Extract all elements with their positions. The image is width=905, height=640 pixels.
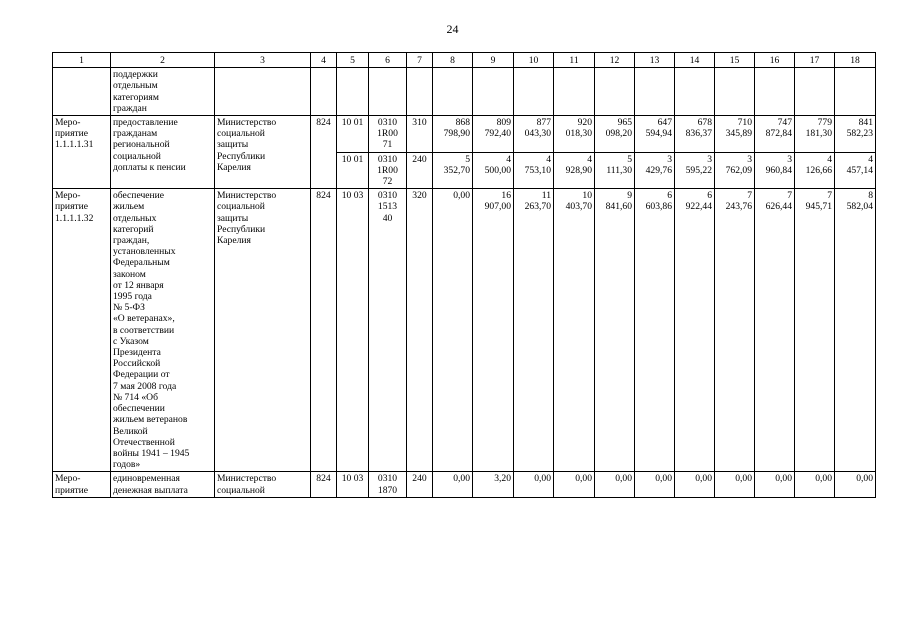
measure-id-line: Меро-: [55, 190, 81, 202]
amount-cell: [755, 472, 795, 497]
amount-cell: [433, 472, 473, 497]
grbs-code: 824: [311, 472, 337, 497]
grbs-code: 824: [311, 116, 337, 189]
responsible-ministry-line: Карелия: [217, 161, 251, 173]
amount-cell-line: 922,44: [685, 201, 712, 213]
amount-cell: [715, 116, 755, 153]
column-header: 10: [514, 53, 554, 68]
amount-cell: [514, 472, 554, 497]
measure-name: [111, 472, 215, 497]
amount-cell: [554, 116, 595, 153]
measure-name-line: 7 мая 2008 года: [113, 380, 177, 392]
measure-id-line: приятие: [55, 484, 89, 496]
amount-cell-line: 11: [541, 190, 551, 202]
measure-name-line: денежная выплата: [113, 484, 188, 496]
amount-cell: [835, 472, 876, 497]
responsible-ministry: [215, 472, 311, 497]
amount-cell-line: 4: [868, 153, 873, 165]
column-header: 17: [795, 53, 835, 68]
amount-cell: [675, 116, 715, 153]
responsible-ministry-line: Министерство: [217, 473, 277, 485]
amount-cell: [755, 152, 795, 189]
amount-cell: [715, 189, 755, 472]
amount-cell-line: 0,00: [856, 473, 873, 485]
responsible-ministry-line: Министерство: [217, 117, 277, 129]
amount-cell: [554, 472, 595, 497]
amount-cell-line: 792,40: [484, 128, 511, 140]
empty-cell: [215, 68, 311, 116]
amount-cell-line: 0,00: [655, 473, 672, 485]
amount-cell-line: 841,60: [605, 201, 632, 213]
measure-name-line: региональной: [113, 139, 170, 151]
amount-cell: [473, 116, 514, 153]
amount-cell-line: 710: [737, 117, 752, 129]
measure-name-line: Отечественной: [113, 436, 175, 448]
measure-id-line: приятие: [55, 128, 89, 140]
empty-cell: [433, 68, 473, 116]
column-header: 15: [715, 53, 755, 68]
amount-cell-line: 263,70: [524, 201, 551, 213]
amount-cell: [835, 116, 876, 153]
measure-id-line: 1.1.1.1.32: [55, 212, 94, 224]
expense-type-code: 240: [407, 152, 433, 189]
measure-name-line: в соответствии: [113, 324, 175, 336]
amount-cell-line: 7: [787, 190, 792, 202]
amount-cell: [514, 116, 554, 153]
amount-cell: [795, 116, 835, 153]
measure-name-line: жильем: [113, 201, 145, 213]
amount-cell-line: 836,37: [685, 128, 712, 140]
column-header: 9: [473, 53, 514, 68]
target-article-code-line: 0310: [377, 190, 398, 202]
amount-cell-line: 603,86: [645, 201, 672, 213]
amount-cell: [433, 152, 473, 189]
amount-cell: [675, 152, 715, 189]
amount-cell-line: 098,20: [605, 128, 632, 140]
measure-name-line: Великой: [113, 425, 148, 437]
measure-name-line: Федеральным: [113, 257, 170, 269]
amount-cell: [835, 152, 876, 189]
amount-cell-line: 841: [858, 117, 873, 129]
expense-type-code: 320: [407, 189, 433, 472]
amount-cell: [635, 472, 675, 497]
amount-cell: [755, 189, 795, 472]
amount-cell-line: 3: [667, 153, 672, 165]
amount-cell: [473, 152, 514, 189]
amount-cell-line: 5: [627, 153, 632, 165]
amount-cell-line: 0,00: [815, 473, 832, 485]
amount-cell-line: 3,20: [494, 473, 511, 485]
measure-name-line: социальной: [113, 150, 161, 162]
amount-cell: [755, 116, 795, 153]
column-header: 2: [111, 53, 215, 68]
amount-cell: [473, 189, 514, 472]
target-article-code-line: 0310: [377, 473, 398, 485]
measure-id-line: приятие: [55, 201, 89, 213]
amount-cell: [835, 189, 876, 472]
measure-name-line: граждан,: [113, 235, 150, 247]
page-number: 24: [446, 22, 459, 36]
amount-cell: [554, 152, 595, 189]
measure-name-line: «О ветеранах»,: [113, 313, 175, 325]
target-article-code-line: 71: [382, 139, 393, 151]
amount-cell-line: 4: [587, 153, 592, 165]
amount-cell: [795, 472, 835, 497]
amount-cell-line: 582,04: [846, 201, 873, 213]
responsible-ministry-line: Республики: [217, 223, 266, 235]
amount-cell-line: 0,00: [534, 473, 551, 485]
column-header: 8: [433, 53, 473, 68]
empty-cell: [337, 68, 369, 116]
amount-cell-line: 8: [868, 190, 873, 202]
column-header: 12: [595, 53, 635, 68]
section-code: 10 03: [337, 189, 369, 472]
amount-cell-line: 7: [827, 190, 832, 202]
responsible-ministry-line: социальной: [217, 201, 265, 213]
amount-cell-line: 945,71: [805, 201, 832, 213]
amount-cell-line: 352,70: [443, 164, 470, 176]
measure-name-line: гражданам: [113, 128, 158, 140]
amount-cell-line: 626,44: [765, 201, 792, 213]
header-row: [53, 53, 876, 68]
table-row: [53, 472, 876, 497]
empty-cell: [407, 68, 433, 116]
amount-cell-line: 16: [501, 190, 511, 202]
measure-name-line: отдельных: [113, 212, 157, 224]
responsible-ministry-line: Республики: [217, 150, 266, 162]
column-header: 7: [407, 53, 433, 68]
amount-cell-line: 4: [506, 153, 511, 165]
amount-cell: [433, 189, 473, 472]
amount-cell-line: 0,00: [615, 473, 632, 485]
target-article-code-line: 0310: [377, 117, 398, 129]
measure-name-line: Российской: [113, 358, 161, 370]
amount-cell-line: 3: [747, 153, 752, 165]
amount-cell-line: 7: [747, 190, 752, 202]
empty-cell: [635, 68, 675, 116]
measure-name: [111, 189, 215, 472]
amount-cell: [675, 189, 715, 472]
amount-cell-line: 0,00: [575, 473, 592, 485]
amount-cell-line: 779: [817, 117, 832, 129]
target-article-code-line: 1R00: [377, 164, 398, 176]
amount-cell-line: 960,84: [765, 164, 792, 176]
measure-id-line: 1.1.1.1.31: [55, 139, 94, 151]
amount-cell-line: 0,00: [453, 473, 470, 485]
measure-name-line: граждан: [113, 102, 147, 114]
amount-cell-line: 762,09: [725, 164, 752, 176]
amount-cell-line: 126,66: [805, 164, 832, 176]
empty-cell: [675, 68, 715, 116]
amount-cell-line: 243,76: [725, 201, 752, 213]
measure-name-line: обеспечение: [113, 190, 165, 202]
empty-cell: [715, 68, 755, 116]
target-article-code: [369, 472, 407, 497]
empty-cell: [311, 68, 337, 116]
column-header: 11: [554, 53, 595, 68]
measure-name-line: законом: [113, 268, 146, 280]
amount-cell-line: 345,89: [725, 128, 752, 140]
amount-cell-line: 747: [777, 117, 792, 129]
amount-cell: [635, 116, 675, 153]
table-row: [53, 68, 876, 116]
section-code: 10 03: [337, 472, 369, 497]
amount-cell-line: 0,00: [695, 473, 712, 485]
empty-cell: [369, 68, 407, 116]
column-header: 18: [835, 53, 876, 68]
target-article-code-line: 1R00: [377, 128, 398, 140]
empty-cell: [554, 68, 595, 116]
amount-cell-line: 798,90: [443, 128, 470, 140]
amount-cell-line: 647: [657, 117, 672, 129]
column-header: 6: [369, 53, 407, 68]
amount-cell-line: 594,94: [645, 128, 672, 140]
measure-id: [53, 116, 111, 189]
amount-cell-line: 753,10: [524, 164, 551, 176]
column-header: 1: [53, 53, 111, 68]
amount-cell: [595, 472, 635, 497]
amount-cell-line: 5: [465, 153, 470, 165]
amount-cell-line: 582,23: [846, 128, 873, 140]
empty-cell: [795, 68, 835, 116]
amount-cell-line: 043,30: [524, 128, 551, 140]
amount-cell-line: 403,70: [565, 201, 592, 213]
measure-name-line: обеспечении: [113, 403, 165, 415]
amount-cell-line: 181,30: [805, 128, 832, 140]
amount-cell-line: 809: [496, 117, 511, 129]
grbs-code: 824: [311, 189, 337, 472]
budget-table: [52, 52, 876, 498]
column-header: 16: [755, 53, 795, 68]
measure-name-line: категориям: [113, 91, 159, 103]
responsible-ministry: [215, 116, 311, 189]
column-header: 3: [215, 53, 311, 68]
measure-name: [111, 68, 215, 116]
target-article-code-line: 0310: [377, 153, 398, 165]
measure-name-line: единовременная: [113, 473, 180, 485]
measure-name-line: от 12 января: [113, 279, 164, 291]
responsible-ministry-line: социальной: [217, 128, 265, 140]
amount-cell-line: 872,84: [765, 128, 792, 140]
measure-name-line: Президента: [113, 347, 161, 359]
target-article-code: [369, 152, 407, 189]
amount-cell-line: 868: [455, 117, 470, 129]
amount-cell-line: 0,00: [775, 473, 792, 485]
measure-id: [53, 189, 111, 472]
amount-cell-line: 4: [546, 153, 551, 165]
target-article-code: [369, 116, 407, 153]
amount-cell-line: 0,00: [735, 473, 752, 485]
amount-cell: [715, 472, 755, 497]
column-header: 13: [635, 53, 675, 68]
amount-cell: [554, 189, 595, 472]
responsible-ministry: [215, 189, 311, 472]
measure-name-line: № 5-ФЗ: [113, 302, 145, 314]
column-header: 4: [311, 53, 337, 68]
amount-cell-line: 3: [707, 153, 712, 165]
amount-cell: [433, 116, 473, 153]
target-article-code: [369, 189, 407, 472]
measure-name-line: доплаты к пенсии: [113, 161, 186, 173]
amount-cell: [795, 189, 835, 472]
measure-name-line: 1995 года: [113, 291, 152, 303]
amount-cell: [514, 189, 554, 472]
measure-name-line: категорий: [113, 223, 154, 235]
measure-name-line: с Указом: [113, 335, 149, 347]
amount-cell-line: 0,00: [453, 190, 470, 202]
measure-name: [111, 116, 215, 189]
empty-cell: [514, 68, 554, 116]
expense-type-code: 310: [407, 116, 433, 153]
empty-cell: [595, 68, 635, 116]
responsible-ministry-line: социальной: [217, 484, 265, 496]
amount-cell-line: 10: [582, 190, 592, 202]
amount-cell-line: 500,00: [484, 164, 511, 176]
empty-cell: [53, 68, 111, 116]
target-article-code-line: 1513: [377, 201, 398, 213]
amount-cell: [635, 189, 675, 472]
amount-cell-line: 595,22: [685, 164, 712, 176]
amount-cell: [595, 189, 635, 472]
responsible-ministry-line: Карелия: [217, 235, 251, 247]
measure-name-line: жильем ветеранов: [113, 414, 188, 426]
measure-id: [53, 472, 111, 497]
amount-cell-line: 429,76: [645, 164, 672, 176]
target-article-code-line: 1870: [377, 484, 398, 496]
amount-cell-line: 9: [627, 190, 632, 202]
column-header: 14: [675, 53, 715, 68]
measure-name-line: Федерации от: [113, 369, 170, 381]
target-article-code-line: 72: [382, 176, 393, 188]
amount-cell-line: 3: [787, 153, 792, 165]
empty-cell: [755, 68, 795, 116]
section-code: 10 01: [337, 116, 369, 153]
measure-name-line: отдельным: [113, 80, 158, 92]
amount-cell: [635, 152, 675, 189]
responsible-ministry-line: защиты: [217, 139, 249, 151]
amount-cell-line: 920: [577, 117, 592, 129]
page-bottom-margin: [0, 599, 905, 640]
column-header: 5: [337, 53, 369, 68]
measure-name-line: годов»: [113, 459, 141, 471]
expense-type-code: 240: [407, 472, 433, 497]
amount-cell-line: 907,00: [484, 201, 511, 213]
amount-cell-line: 111,30: [606, 164, 632, 176]
target-article-code-line: 40: [382, 212, 393, 224]
measure-id-line: Меро-: [55, 117, 81, 129]
empty-cell: [473, 68, 514, 116]
amount-cell-line: 678: [697, 117, 712, 129]
empty-cell: [835, 68, 876, 116]
amount-cell: [595, 152, 635, 189]
amount-cell: [715, 152, 755, 189]
measure-name-line: поддержки: [113, 69, 158, 81]
amount-cell-line: 457,14: [846, 164, 873, 176]
amount-cell-line: 6: [667, 190, 672, 202]
table-row: [53, 189, 876, 472]
amount-cell: [595, 116, 635, 153]
amount-cell: [675, 472, 715, 497]
amount-cell-line: 4: [827, 153, 832, 165]
amount-cell: [514, 152, 554, 189]
measure-name-line: установленных: [113, 246, 176, 258]
responsible-ministry-line: Министерство: [217, 190, 277, 202]
amount-cell: [795, 152, 835, 189]
amount-cell-line: 6: [707, 190, 712, 202]
amount-cell-line: 018,30: [565, 128, 592, 140]
measure-name-line: предоставление: [113, 117, 178, 129]
measure-name-line: № 714 «Об: [113, 391, 158, 403]
measure-id-line: Меро-: [55, 473, 81, 485]
responsible-ministry-line: защиты: [217, 212, 249, 224]
amount-cell-line: 877: [536, 117, 551, 129]
section-code: 10 01: [337, 152, 369, 189]
amount-cell: [473, 472, 514, 497]
measure-name-line: войны 1941 – 1945: [113, 447, 190, 459]
amount-cell-line: 928,90: [565, 164, 592, 176]
amount-cell-line: 965: [617, 117, 632, 129]
table-row: [53, 116, 876, 153]
